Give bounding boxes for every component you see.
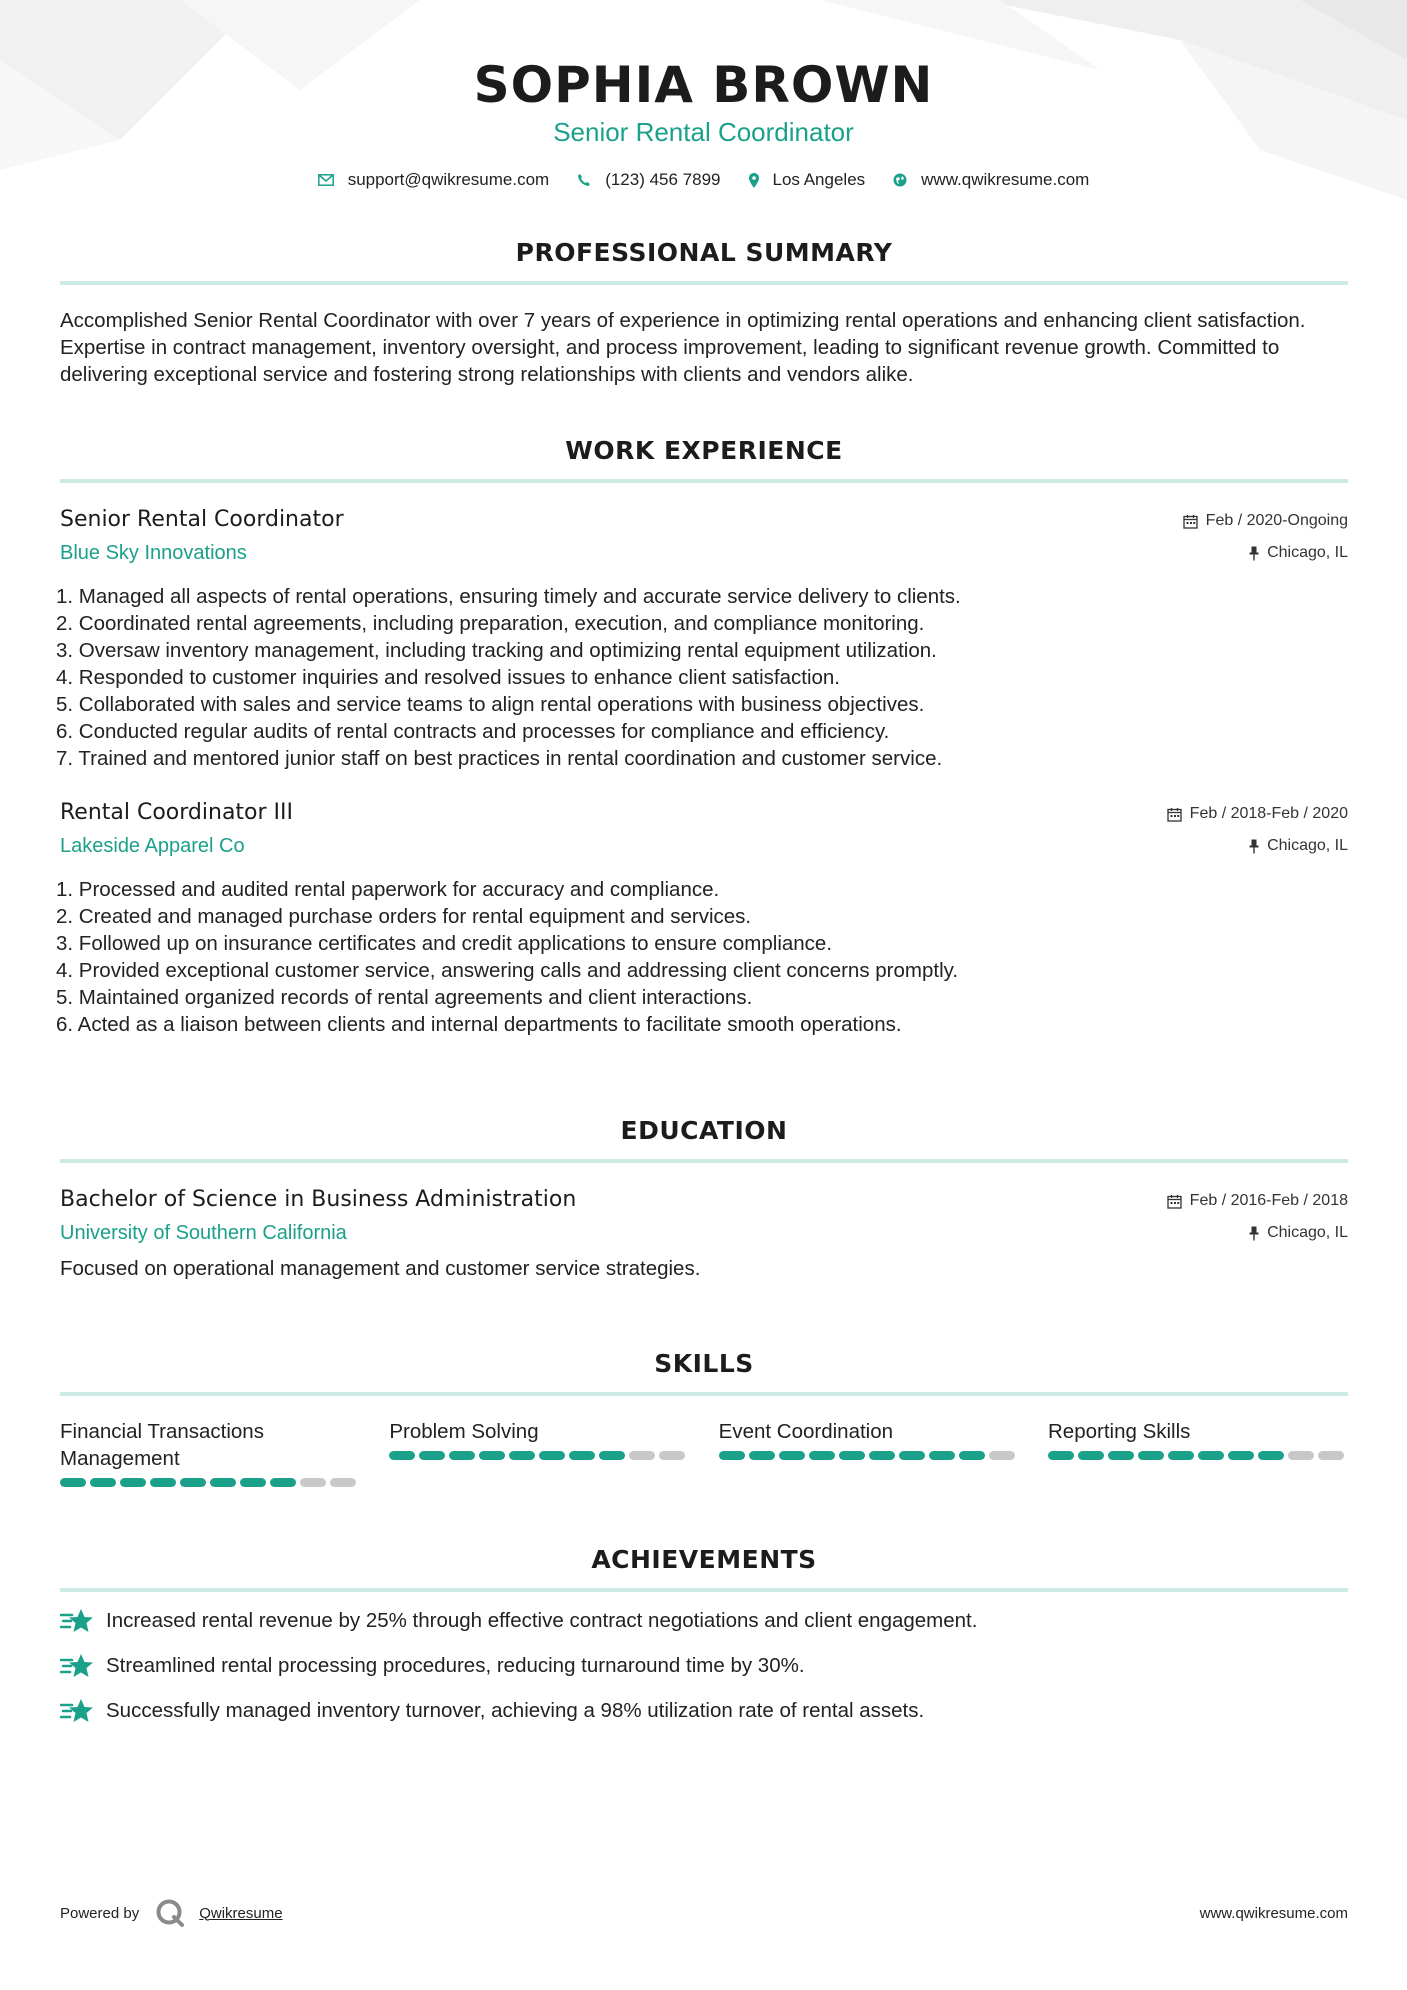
list-item: 4. Responded to customer inquiries and resolved issues to enhance client satisfaction. <box>56 666 841 689</box>
shooting-star-icon <box>60 1652 94 1680</box>
skills-list <box>60 1418 1348 1487</box>
section-divider <box>60 1392 1348 1396</box>
calendar-icon <box>1183 514 1198 529</box>
job-entry <box>56 507 1348 772</box>
skill-segment-empty <box>1288 1451 1314 1460</box>
skill-segment-filled <box>929 1451 955 1460</box>
skills-section <box>60 1349 1348 1487</box>
skill-segment-filled <box>1228 1451 1254 1460</box>
education-dates <box>1167 1189 1348 1213</box>
contact-phone-text: (123) 456 7899 <box>605 170 721 189</box>
summary-text: Accomplished Senior Rental Coordinator with over 7 years of experience in optimizing rental operations and enhancing client satisfaction. Expertise in contract management, inventory oversight, and process improvement, leading to significant revenue growth. Committed to delivering exceptional service and fostering strong relationships with clients and vendors alike. <box>60 309 1306 386</box>
contact-phone[interactable] <box>577 170 720 190</box>
skill-segment-empty <box>1318 1451 1344 1460</box>
achievement-item <box>60 1604 1348 1637</box>
candidate-role: Senior Rental Coordinator <box>553 117 854 147</box>
section-divider <box>60 1159 1348 1163</box>
skill-segment-filled <box>839 1451 865 1460</box>
skill-segment-filled <box>389 1451 415 1460</box>
education-location <box>1167 1221 1348 1245</box>
section-title: WORK EXPERIENCE <box>565 436 843 465</box>
summary-section <box>60 238 1348 388</box>
phone-icon <box>577 173 591 187</box>
footer-website[interactable]: www.qwikresume.com <box>1199 1904 1348 1922</box>
skill-level-bar <box>1048 1451 1348 1460</box>
skill-segment-filled <box>419 1451 445 1460</box>
globe-icon <box>893 173 907 187</box>
skill-segment-filled <box>569 1451 595 1460</box>
skill-segment-filled <box>479 1451 505 1460</box>
skill-segment-filled <box>959 1451 985 1460</box>
skill-item <box>60 1418 360 1487</box>
list-item: 3. Oversaw inventory management, including tracking and optimizing rental equipment utilization. <box>56 639 937 662</box>
section-title: PROFESSIONAL SUMMARY <box>515 238 893 267</box>
list-item: 2. Created and managed purchase orders for rental equipment and services. <box>56 905 752 928</box>
list-item: 6. Conducted regular audits of rental contracts and processes for compliance and efficiency. <box>56 720 890 743</box>
list-item: 1. Processed and audited rental paperwork for accuracy and compliance. <box>56 878 720 901</box>
skill-segment-empty <box>659 1451 685 1460</box>
job-meta <box>1183 509 1348 573</box>
job-entry <box>56 800 1348 1038</box>
skill-segment-filled <box>449 1451 475 1460</box>
map-pin-icon <box>749 173 759 188</box>
skill-segment-filled <box>599 1451 625 1460</box>
job-company: Lakeside Apparel Co <box>60 835 245 857</box>
qwikresume-link[interactable]: Qwikresume <box>199 1904 283 1922</box>
education-dates-text: Feb / 2016-Feb / 2018 <box>1189 1192 1348 1209</box>
contact-website-text: www.qwikresume.com <box>921 170 1090 189</box>
job-company: Blue Sky Innovations <box>60 542 247 564</box>
skill-segment-filled <box>150 1478 176 1487</box>
section-divider <box>60 479 1348 483</box>
skill-segment-filled <box>210 1478 236 1487</box>
experience-section <box>56 436 1348 1038</box>
footer <box>60 1898 1348 1928</box>
education-meta <box>1167 1189 1348 1253</box>
education-section <box>60 1116 1348 1282</box>
achievement-text: Streamlined rental processing procedures, reducing turnaround time by 30%. <box>106 1653 805 1677</box>
skill-segment-filled <box>1258 1451 1284 1460</box>
skill-item <box>719 1418 1019 1487</box>
achievement-text: Increased rental revenue by 25% through effective contract negotiations and client engagement. <box>106 1608 978 1632</box>
skill-segment-filled <box>1078 1451 1104 1460</box>
job-bullets <box>56 583 1348 772</box>
candidate-name: SOPHIA BROWN <box>473 56 934 114</box>
contact-website[interactable] <box>893 170 1089 190</box>
skill-level-bar <box>60 1478 360 1487</box>
qwikresume-logo-icon <box>155 1898 185 1928</box>
list-item: 5. Maintained organized records of rental agreements and client interactions. <box>56 986 753 1009</box>
job-title: Rental Coordinator III <box>60 800 294 825</box>
skill-segment-filled <box>60 1478 86 1487</box>
calendar-icon <box>1167 1194 1182 1209</box>
job-dates-text: Feb / 2020-Ongoing <box>1205 512 1348 529</box>
achievement-item <box>60 1649 1348 1682</box>
job-dates <box>1183 509 1348 533</box>
shooting-star-icon <box>60 1697 94 1725</box>
skill-segment-filled <box>90 1478 116 1487</box>
degree-title: Bachelor of Science in Business Administration <box>60 1187 577 1212</box>
list-item: 7. Trained and mentored junior staff on best practices in rental coordination and customer service. <box>56 747 943 770</box>
achievements-list <box>60 1604 1348 1727</box>
education-location-text: Chicago, IL <box>1267 1224 1348 1241</box>
skill-segment-empty <box>629 1451 655 1460</box>
skill-segment-filled <box>719 1451 745 1460</box>
skill-segment-empty <box>989 1451 1015 1460</box>
job-bullets <box>56 876 1348 1038</box>
list-item: 5. Collaborated with sales and service teams to align rental operations with business objectives. <box>56 693 925 716</box>
pushpin-icon <box>1249 546 1259 561</box>
skill-segment-filled <box>270 1478 296 1487</box>
section-title: SKILLS <box>654 1349 754 1378</box>
skill-segment-filled <box>509 1451 535 1460</box>
education-description: Focused on operational management and customer service strategies. <box>60 1257 701 1280</box>
skill-segment-empty <box>330 1478 356 1487</box>
powered-by-label: Powered by <box>60 1904 140 1922</box>
skill-segment-filled <box>1168 1451 1194 1460</box>
achievements-section <box>60 1545 1348 1727</box>
skill-segment-filled <box>240 1478 266 1487</box>
list-item: 6. Acted as a liaison between clients and internal departments to facilitate smooth operations. <box>56 1013 902 1036</box>
job-location-text: Chicago, IL <box>1267 544 1348 561</box>
job-location <box>1167 834 1348 858</box>
education-entry <box>60 1187 1348 1282</box>
section-title: ACHIEVEMENTS <box>591 1545 817 1574</box>
job-meta <box>1167 802 1348 866</box>
skill-segment-filled <box>749 1451 775 1460</box>
resume-header <box>0 0 1407 190</box>
skill-level-bar <box>719 1451 1019 1460</box>
achievement-item <box>60 1694 1348 1727</box>
skill-level-bar <box>389 1451 689 1460</box>
list-item: 3. Followed up on insurance certificates and credit applications to ensure compliance. <box>56 932 833 955</box>
skill-name: Financial Transactions Management <box>60 1420 264 1470</box>
footer-branding <box>60 1898 283 1928</box>
job-title: Senior Rental Coordinator <box>60 507 344 532</box>
skill-name: Problem Solving <box>389 1420 539 1443</box>
skill-segment-filled <box>1048 1451 1074 1460</box>
shooting-star-icon <box>60 1607 94 1635</box>
contact-email-text: support@qwikresume.com <box>347 170 550 189</box>
job-dates-text: Feb / 2018-Feb / 2020 <box>1189 805 1348 822</box>
job-dates <box>1167 802 1348 826</box>
skill-segment-filled <box>1138 1451 1164 1460</box>
section-divider <box>60 281 1348 285</box>
skill-segment-filled <box>809 1451 835 1460</box>
skill-name: Reporting Skills <box>1047 1420 1191 1443</box>
list-item: 1. Managed all aspects of rental operations, ensuring timely and accurate service delivery to clients. <box>56 585 961 608</box>
school-name: University of Southern California <box>60 1222 347 1244</box>
skill-segment-empty <box>300 1478 326 1487</box>
skill-segment-filled <box>539 1451 565 1460</box>
list-item: 2. Coordinated rental agreements, including preparation, execution, and compliance monitoring. <box>56 612 925 635</box>
calendar-icon <box>1167 807 1182 822</box>
contact-email[interactable] <box>318 170 550 190</box>
skill-segment-filled <box>869 1451 895 1460</box>
contact-location-text: Los Angeles <box>772 170 866 189</box>
skill-name: Event Coordination <box>718 1420 894 1443</box>
skill-segment-filled <box>1108 1451 1134 1460</box>
job-location-text: Chicago, IL <box>1267 837 1348 854</box>
skill-segment-filled <box>180 1478 206 1487</box>
contact-location <box>749 170 866 190</box>
envelope-icon <box>318 174 334 186</box>
list-item: 4. Provided exceptional customer service, answering calls and addressing client concerns promptly. <box>56 959 959 982</box>
pushpin-icon <box>1249 839 1259 854</box>
section-title: EDUCATION <box>620 1116 788 1145</box>
contact-bar <box>0 170 1407 190</box>
skill-item <box>389 1418 689 1487</box>
skill-segment-filled <box>899 1451 925 1460</box>
skill-segment-filled <box>779 1451 805 1460</box>
skill-item <box>1048 1418 1348 1487</box>
achievement-text: Successfully managed inventory turnover, achieving a 98% utilization rate of rental assets. <box>106 1698 925 1722</box>
pushpin-icon <box>1249 1226 1259 1241</box>
skill-segment-filled <box>1198 1451 1224 1460</box>
job-location <box>1183 541 1348 565</box>
section-divider <box>60 1588 1348 1592</box>
skill-segment-filled <box>120 1478 146 1487</box>
